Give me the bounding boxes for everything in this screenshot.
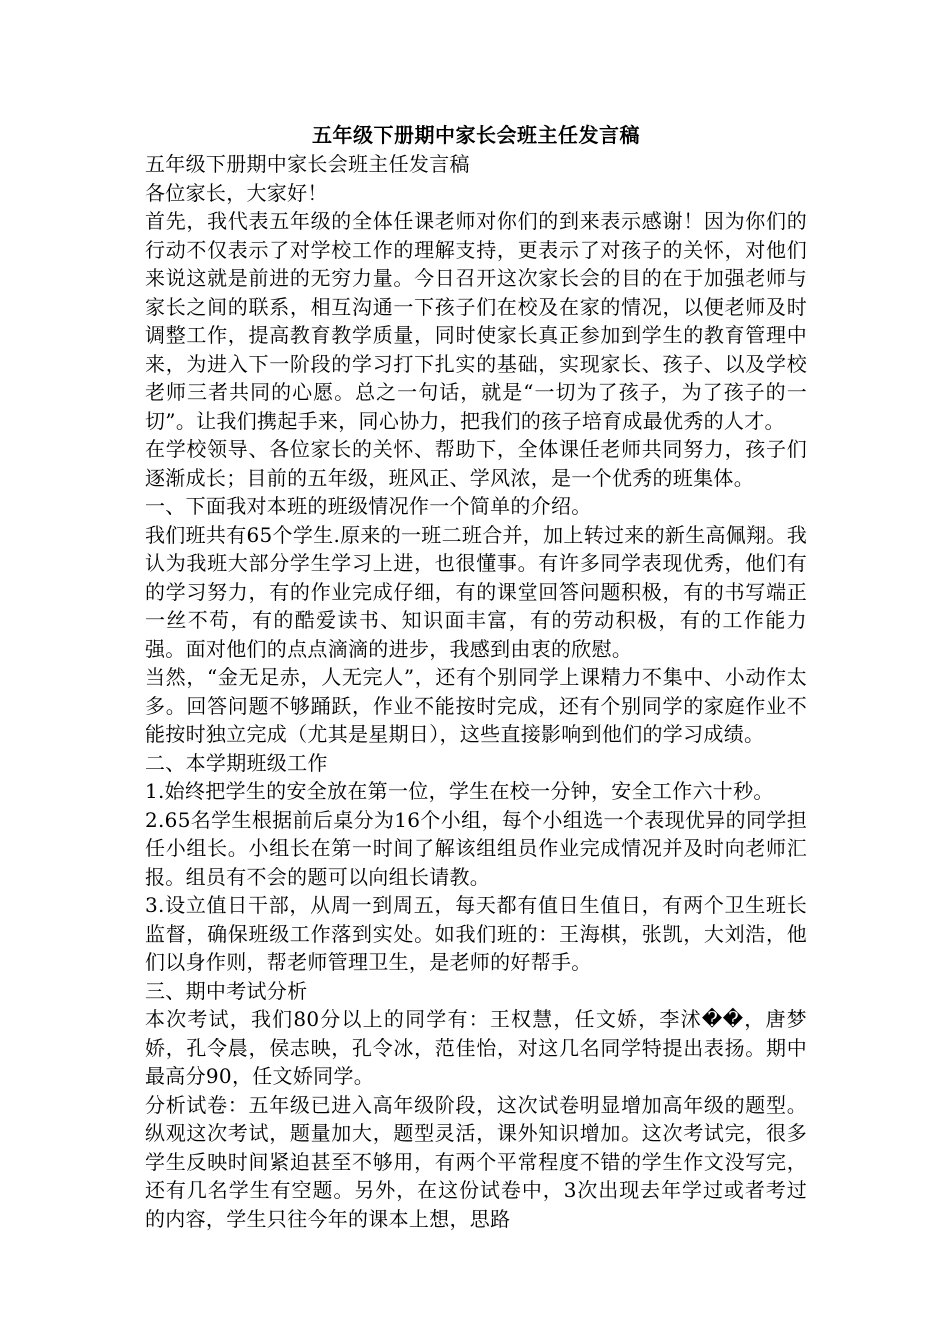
- class-overview-paragraph: 在学校领导、各位家长的关怀、帮助下，全体课任老师共同努力，孩子们逐渐成长；目前的五年级，班风正、学风浓，是一个优秀的班集体。: [145, 437, 807, 490]
- subtitle-paragraph: 五年级下册期中家长会班主任发言稿: [145, 152, 470, 176]
- issues-paragraph: 当然，“金无足赤，人无完人”，还有个别同学上课精力不集中、小动作太多。回答问题不够踊跃，作业不能按时完成，还有个别同学的家庭作业不能按时独立完成（尤其是星期日），这些直接影响到他们的学习成绩。: [145, 665, 807, 746]
- section-heading-one: 一、下面我对本班的班级情况作一个简单的介绍。: [145, 494, 592, 518]
- exam-results-paragraph: 本次考试，我们80分以上的同学有：王权慧，任文娇，李沭��，唐梦娇，孔令晨，侯志映，孔令冰，范佳怡，对这几名同学特提出表扬。期中最高分90，任文娇同学。: [145, 1007, 807, 1088]
- opening-paragraph: 首先，我代表五年级的全体任课老师对你们的到来表示感谢！因为你们的行动不仅表示了对学校工作的理解支持，更表示了对孩子的关怀，对他们来说这就是前进的无穷力量。今日召开这次家长会的目的在于加强老师与家长之间的联系，相互沟通一下孩子们在校及在家的情况，以便老师及时调整工作，提高教育教学质量，同时使家长真正参加到学生的教育管理中来，为进入下一阶段的学习打下扎实的基础，实现家长、孩子、以及学校老师三者共同的心愿。总之一句话，就是“一切为了孩子，为了孩子的一切”。让我们携起手来，同心协力，把我们的孩子培育成最优秀的人才。: [145, 209, 807, 433]
- exam-analysis-paragraph: 分析试卷：五年级已进入高年级阶段，这次试卷明显增加高年级的题型。纵观这次考试，题量加大，题型灵活，课外知识增加。这次考试完，很多学生反映时间紧迫甚至不够用，有两个平常程度不错的学生作文没写完，还有几名学生有空题。另外，在这份试卷中，3次出现去年学过或者考过的内容，学生只往今年的课本上想，思路: [145, 1092, 807, 1231]
- document-body: [145, 121, 807, 1233]
- greeting-paragraph: 各位家长，大家好！: [145, 180, 328, 205]
- section-heading-three: 三、期中考试分析: [145, 978, 308, 1003]
- class-intro-paragraph: 我们班共有65个学生.原来的一班二班合并，加上转过来的新生高佩翔。我认为我班大部分学生学习上进，也很懂事。有许多同学表现优秀，他们有的学习努力，有的作业完成仔细，有的课堂回答问题积极，有的书写端正一丝不苟，有的酷爱读书、知识面丰富，有的劳动积极，有的工作能力强。面对他们的点点滴滴的进步，我感到由衷的欣慰。: [145, 522, 808, 661]
- work-item-one: 1.始终把学生的安全放在第一位，学生在校一分钟，安全工作六十秒。: [145, 779, 774, 803]
- document-title: 五年级下册期中家长会班主任发言稿: [312, 123, 640, 147]
- section-heading-two: 二、本学期班级工作: [145, 750, 328, 775]
- work-item-two: 2.65名学生根据前后桌分为16个小组，每个小组选一个表现优异的同学担任小组长。小组长在第一时间了解该组组员作业完成情况并及时向老师汇报。组员有不会的题可以向组长请教。: [145, 807, 807, 889]
- work-item-three: 3.设立值日干部，从周一到周五，每天都有值日生值日，有两个卫生班长监督，确保班级工作落到实处。如我们班的：王海棋，张凯，大刘浩，他们以身作则，帮老师管理卫生，是老师的好帮手。: [145, 893, 807, 974]
